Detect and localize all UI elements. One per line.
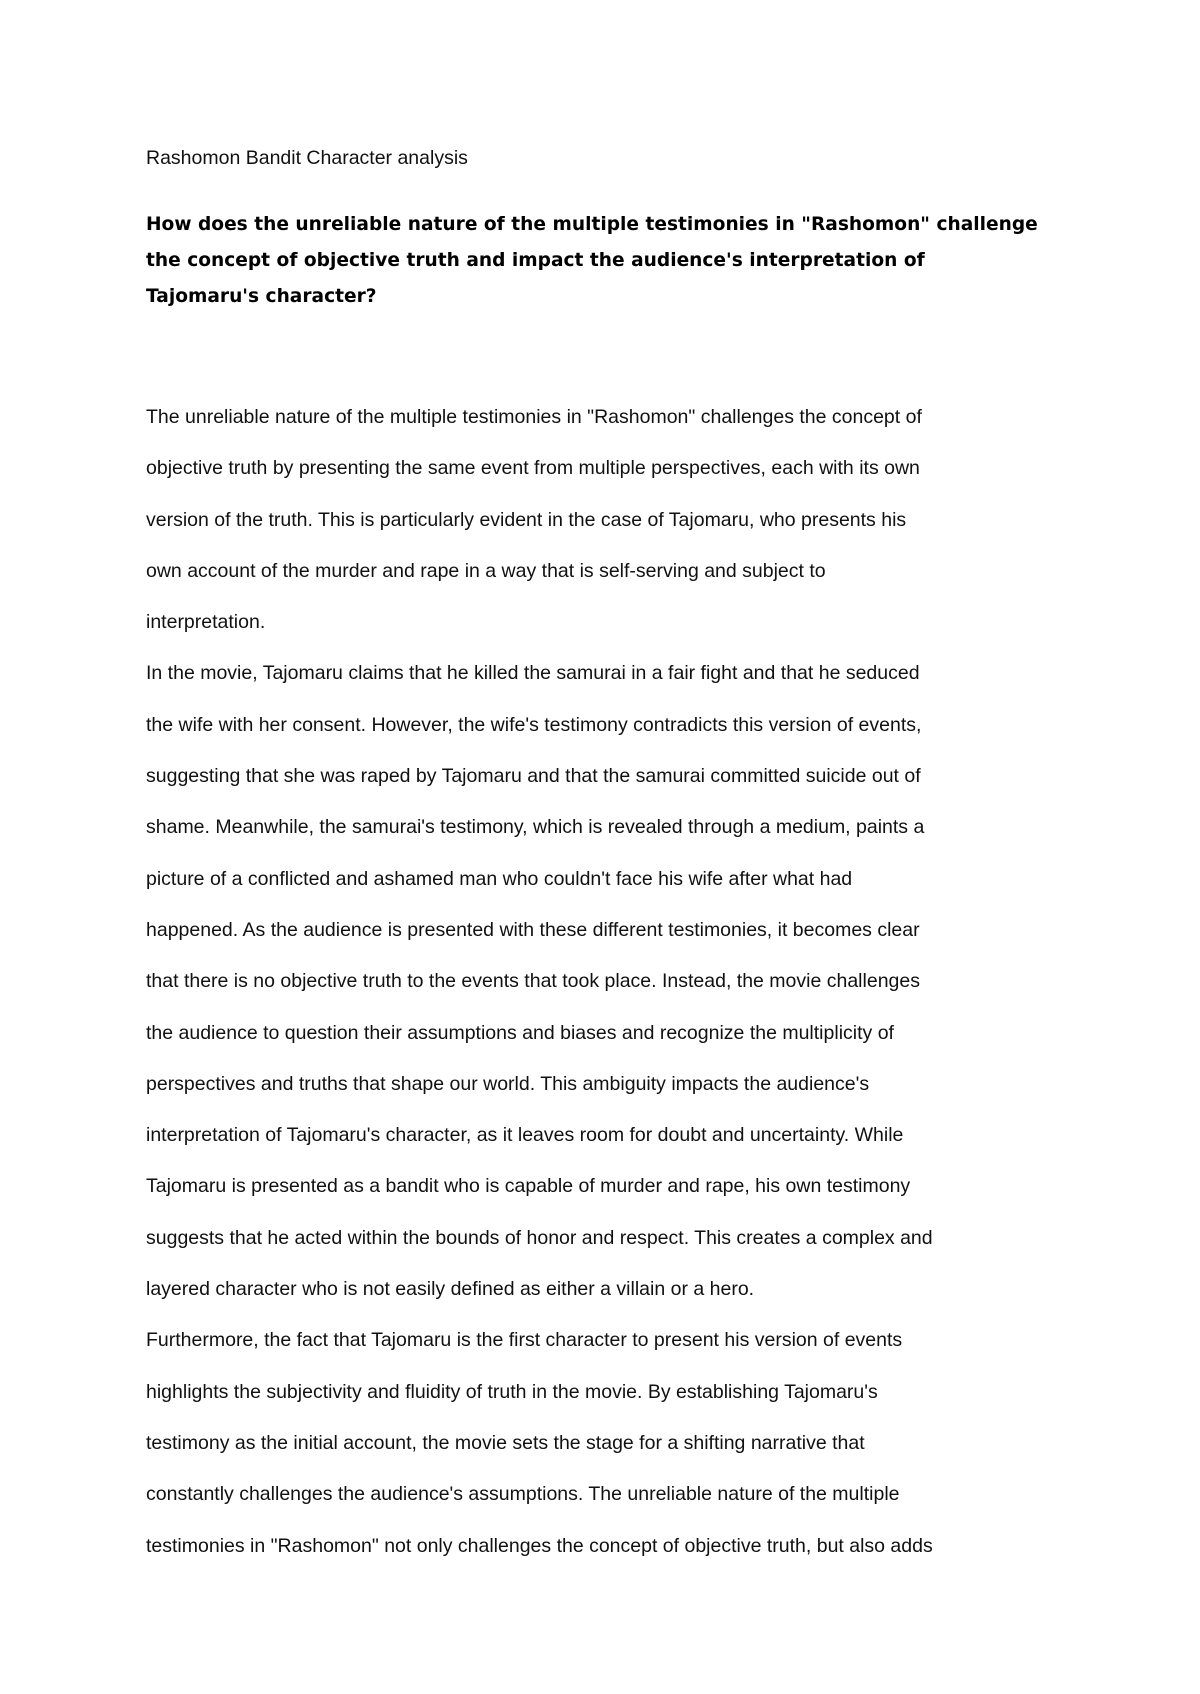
question-line: Tajomaru's character? — [146, 286, 377, 307]
body-line: perspectives and truths that shape our world. This ambiguity impacts the audience's — [146, 1072, 870, 1095]
body-line: layered character who is not easily defined as either a villain or a hero. — [146, 1278, 755, 1301]
body-line: interpretation of Tajomaru's character, as it leaves room for doubt and uncertainty. While — [146, 1124, 904, 1147]
body-line: picture of a conflicted and ashamed man who couldn't face his wife after what had — [146, 867, 853, 890]
body-line: Tajomaru is presented as a bandit who is capable of murder and rape, his own testimony — [146, 1175, 911, 1198]
body-line: constantly challenges the audience's assumptions. The unreliable nature of the multiple — [146, 1483, 900, 1506]
body-line: objective truth by presenting the same event from multiple perspectives, each with its own — [146, 457, 920, 480]
research-question — [146, 207, 1076, 315]
body-line: own account of the murder and rape in a way that is self-serving and subject to — [146, 559, 826, 582]
body-line: shame. Meanwhile, the samurai's testimony, which is revealed through a medium, paints a — [146, 816, 925, 839]
body-line: testimonies in "Rashomon" not only challenges the concept of objective truth, but also adds — [146, 1534, 933, 1557]
body-line: the audience to question their assumptions and biases and recognize the multiplicity of — [146, 1021, 894, 1044]
body-line: the wife with her consent. However, the wife's testimony contradicts this version of events, — [146, 713, 922, 736]
question-line: the concept of objective truth and impact the audience's interpretation of — [146, 250, 925, 271]
body-line: happened. As the audience is presented with these different testimonies, it becomes clear — [146, 918, 920, 941]
body-line: that there is no objective truth to the events that took place. Instead, the movie challenges — [146, 970, 920, 993]
body-line: testimony as the initial account, the movie sets the stage for a shifting narrative that — [146, 1431, 865, 1454]
body-line: suggests that he acted within the bounds of honor and respect. This creates a complex and — [146, 1226, 933, 1249]
body-line: highlights the subjectivity and fluidity of truth in the movie. By establishing Tajomaru's — [146, 1380, 878, 1403]
document-title: Rashomon Bandit Character analysis — [146, 147, 468, 169]
body-line: version of the truth. This is particularly evident in the case of Tajomaru, who presents his — [146, 508, 907, 531]
body-line: interpretation. — [146, 611, 266, 634]
body-line: Furthermore, the fact that Tajomaru is the first character to present his version of events — [146, 1329, 903, 1352]
essay-body — [146, 392, 1076, 1572]
body-line: suggesting that she was raped by Tajomaru and that the samurai committed suicide out of — [146, 765, 921, 788]
body-line: The unreliable nature of the multiple testimonies in "Rashomon" challenges the concept of — [146, 406, 922, 428]
question-line: How does the unreliable nature of the multiple testimonies in "Rashomon" challenge — [146, 214, 1038, 235]
body-line: In the movie, Tajomaru claims that he killed the samurai in a fair fight and that he seduced — [146, 662, 920, 685]
